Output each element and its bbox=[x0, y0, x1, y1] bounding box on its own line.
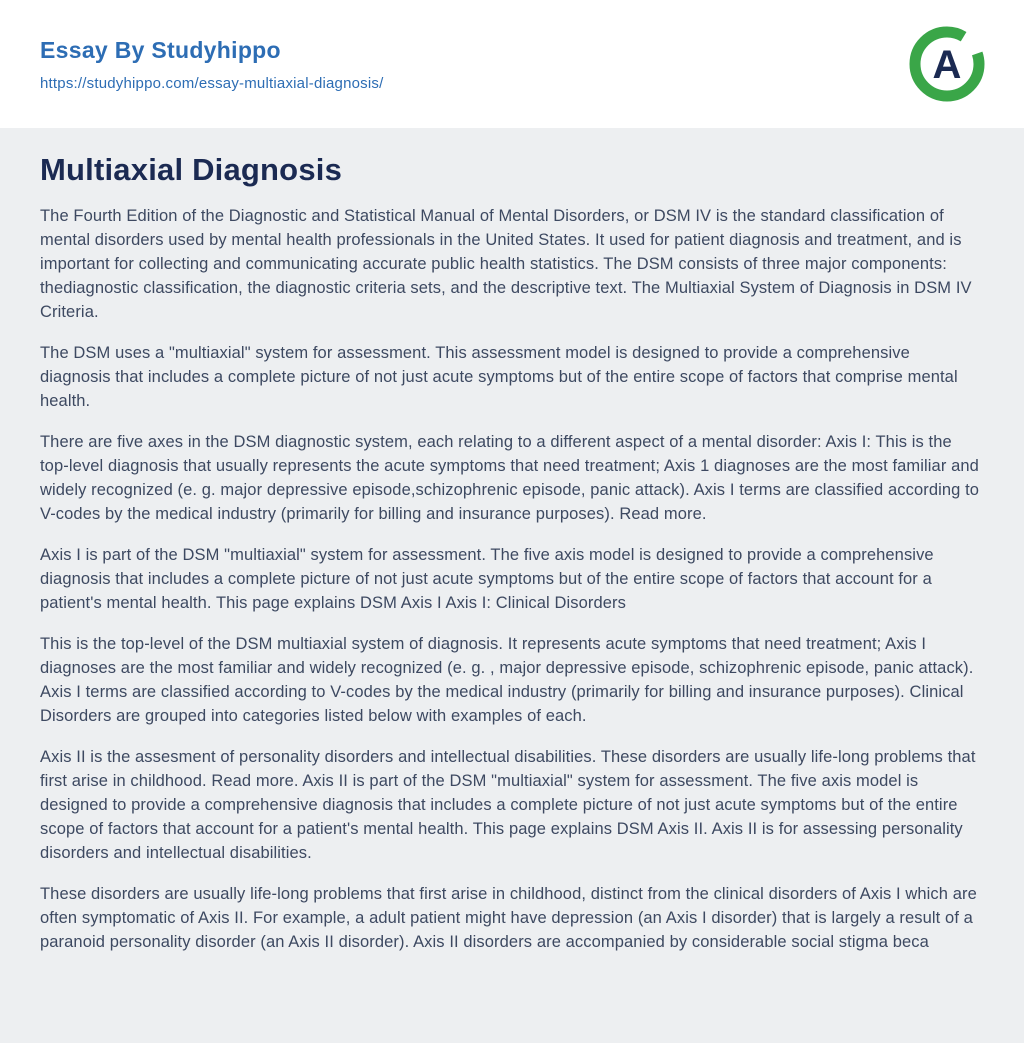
essay-paragraph-3: There are five axes in the DSM diagnostic system, each relating to a different aspect of a mental disorder: Axis I: This is the top-level diagnosis that usually represents the acute symptoms that need treatment; Axis 1 diagnoses are the most familiar and widely recognized (e. g. major depressive episode,schizophrenic episode, panic attack). Axis I terms are classified according to V-codes by the medical industry (primarily for billing and insurance purposes). Read more. bbox=[40, 433, 980, 523]
essay-paragraph-2: The DSM uses a "multiaxial" system for assessment. This assessment model is designed to provide a comprehensive diagnosis that includes a complete picture of not just acute symptoms but of the entire scope of factors that comprise mental health. bbox=[40, 344, 958, 410]
essay-url-link[interactable]: https://studyhippo.com/essay-multiaxial-diagnosis/ bbox=[40, 74, 384, 92]
site-header bbox=[0, 0, 1024, 128]
essay-content bbox=[0, 128, 1024, 1001]
essay-paragraph-7: These disorders are usually life-long problems that first arise in childhood, distinct from the clinical disorders of Axis I which are often symptomatic of Axis II. For example, a adult patient might have depression (an Axis I disorder) that is largely a result of a paranoid personality disorder (an Axis II disorder). Axis II disorders are accompanied by considerable social stigma beca bbox=[40, 885, 977, 951]
essay-paragraph-6: Axis II is the assesment of personality disorders and intellectual disabilities. These disorders are usually life-long problems that first arise in childhood. Read more. Axis II is part of the DSM "multiaxial" system for assessment. The five axis model is designed to provide a comprehensive diagnosis that includes a complete picture of not just acute symptoms but of the entire scope of factors that account for a patient's mental health. This page explains DSM Axis II. Axis II is for assessing personality disorders and intellectual disabilities. bbox=[40, 748, 976, 862]
essay-title: Multiaxial Diagnosis bbox=[40, 152, 343, 187]
site-title: Essay By Studyhippo bbox=[40, 36, 281, 63]
essay-paragraph-4: Axis I is part of the DSM "multiaxial" system for assessment. The five axis model is designed to provide a comprehensive diagnosis that includes a complete picture of not just acute symptoms but of the entire scope of factors that account for a patient's mental health. This page explains DSM Axis I Axis I: Clinical Disorders bbox=[40, 546, 934, 612]
essay-paragraph-5: This is the top-level of the DSM multiaxial system of diagnosis. It represents acute symptoms that need treatment; Axis I diagnoses are the most familiar and widely recognized (e. g. , major depressive episode, schizophrenic episode, panic attack). Axis I terms are classified according to V-codes by the medical industry (primarily for billing and insurance purposes). Clinical Disorders are grouped into categories listed below with examples of each. bbox=[40, 635, 974, 725]
essay-paragraph-1: The Fourth Edition of the Diagnostic and Statistical Manual of Mental Disorders, or DSM IV is the standard classification of mental disorders used by mental health professionals in the United States. It used for patient diagnosis and treatment, and is important for collecting and communicating accurate public health statistics. The DSM consists of three major components: thediagnostic classification, the diagnostic criteria sets, and the descriptive text. The Multiaxial System of Diagnosis in DSM IV Criteria. bbox=[40, 207, 972, 321]
logo-letter: A bbox=[932, 43, 962, 87]
studyhippo-logo-icon bbox=[908, 25, 986, 103]
header-text-block bbox=[40, 37, 384, 92]
